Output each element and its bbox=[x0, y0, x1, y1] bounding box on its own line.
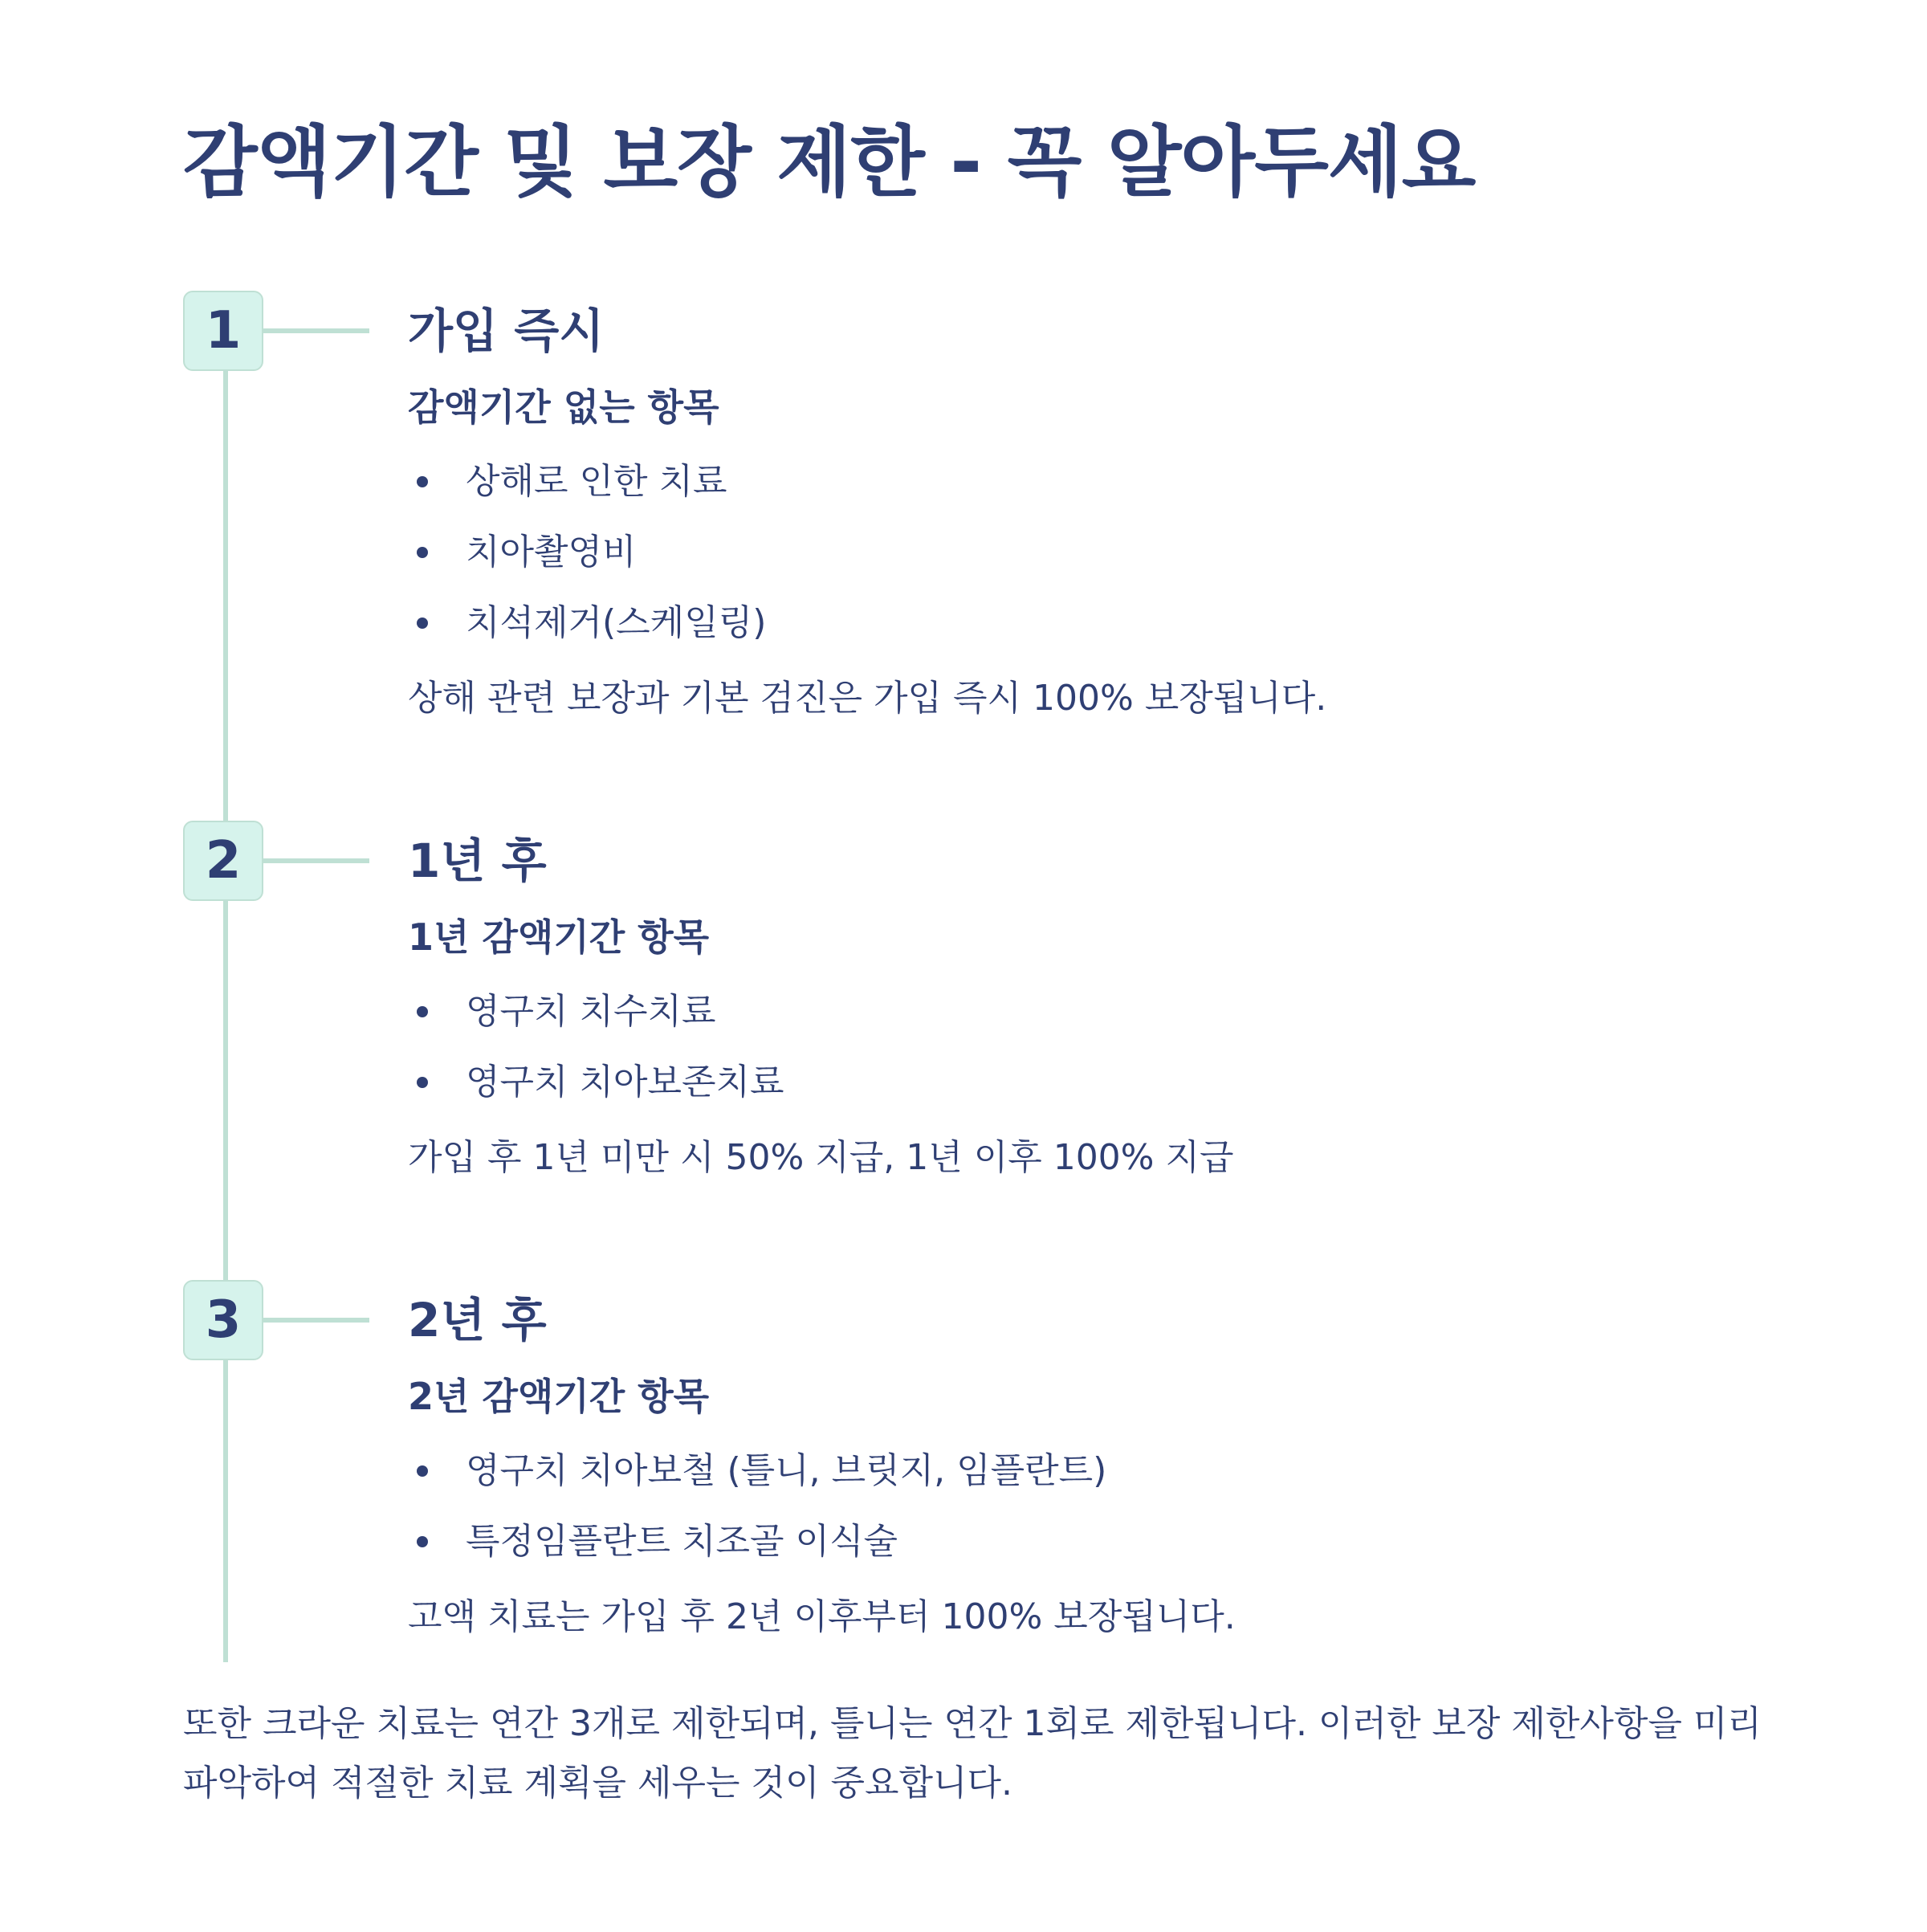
step-connector bbox=[263, 328, 369, 333]
bullet-icon bbox=[417, 547, 428, 558]
step-item-list bbox=[408, 1436, 1773, 1577]
timeline-line bbox=[223, 337, 228, 1662]
step-number-badge: 2 bbox=[183, 821, 263, 901]
list-item bbox=[408, 1047, 1773, 1118]
step-subtitle: 감액기간 없는 항목 bbox=[408, 385, 719, 429]
step-connector bbox=[263, 858, 369, 863]
list-item bbox=[408, 588, 1773, 658]
step-connector bbox=[263, 1318, 369, 1323]
step-note: 상해 관련 보장과 기본 검진은 가입 즉시 100% 보장됩니다. bbox=[408, 678, 1327, 719]
step-content bbox=[408, 291, 1773, 731]
bullet-icon bbox=[417, 1465, 428, 1477]
list-item-text: 특정임플란트 치조골 이식술 bbox=[466, 1521, 898, 1562]
step-number-badge: 3 bbox=[183, 1280, 263, 1360]
step-item-list bbox=[408, 976, 1773, 1118]
step-note: 고액 치료는 가입 후 2년 이후부터 100% 보장됩니다. bbox=[408, 1596, 1236, 1637]
bullet-icon bbox=[417, 1536, 428, 1547]
list-item bbox=[408, 1506, 1773, 1577]
list-item-text: 상해로 인한 치료 bbox=[466, 461, 727, 502]
bullet-icon bbox=[417, 1077, 428, 1088]
step-title: 가입 즉시 bbox=[408, 304, 605, 358]
step-subtitle: 1년 감액기간 항목 bbox=[408, 915, 710, 959]
bullet-icon bbox=[417, 476, 428, 487]
list-item bbox=[408, 517, 1773, 588]
summary-paragraph: 또한 크라운 치료는 연간 3개로 제한되며, 틀니는 연간 1회로 제한됩니다. 이러한 보장 제한사항을 미리 파악하여 적절한 치료 계획을 세우는 것이 중요합니다. bbox=[183, 1703, 1762, 1804]
list-item-text: 영구치 치수치료 bbox=[466, 991, 716, 1032]
step-subtitle: 2년 감액기간 항목 bbox=[408, 1375, 710, 1418]
list-item-text: 영구치 치아보존치료 bbox=[466, 1062, 784, 1103]
step-note: 가입 후 1년 미만 시 50% 지급, 1년 이후 100% 지급 bbox=[408, 1137, 1234, 1178]
step-title: 1년 후 bbox=[408, 834, 547, 888]
step-content bbox=[408, 1280, 1773, 1649]
bullet-icon bbox=[417, 1006, 428, 1017]
list-item bbox=[408, 976, 1773, 1047]
list-item-text: 치석제거(스케일링) bbox=[466, 602, 767, 643]
step-item-list bbox=[408, 446, 1773, 658]
list-item bbox=[408, 446, 1773, 517]
step-content bbox=[408, 821, 1773, 1190]
page-title: 감액기간 및 보장 제한 - 꼭 알아두세요 bbox=[183, 117, 1476, 207]
list-item-text: 치아촬영비 bbox=[466, 532, 637, 573]
step-title: 2년 후 bbox=[408, 1293, 547, 1347]
bullet-icon bbox=[417, 618, 428, 629]
list-item-text: 영구치 치아보철 (틀니, 브릿지, 임플란트) bbox=[466, 1450, 1107, 1491]
list-item bbox=[408, 1436, 1773, 1506]
step-number-badge: 1 bbox=[183, 291, 263, 371]
